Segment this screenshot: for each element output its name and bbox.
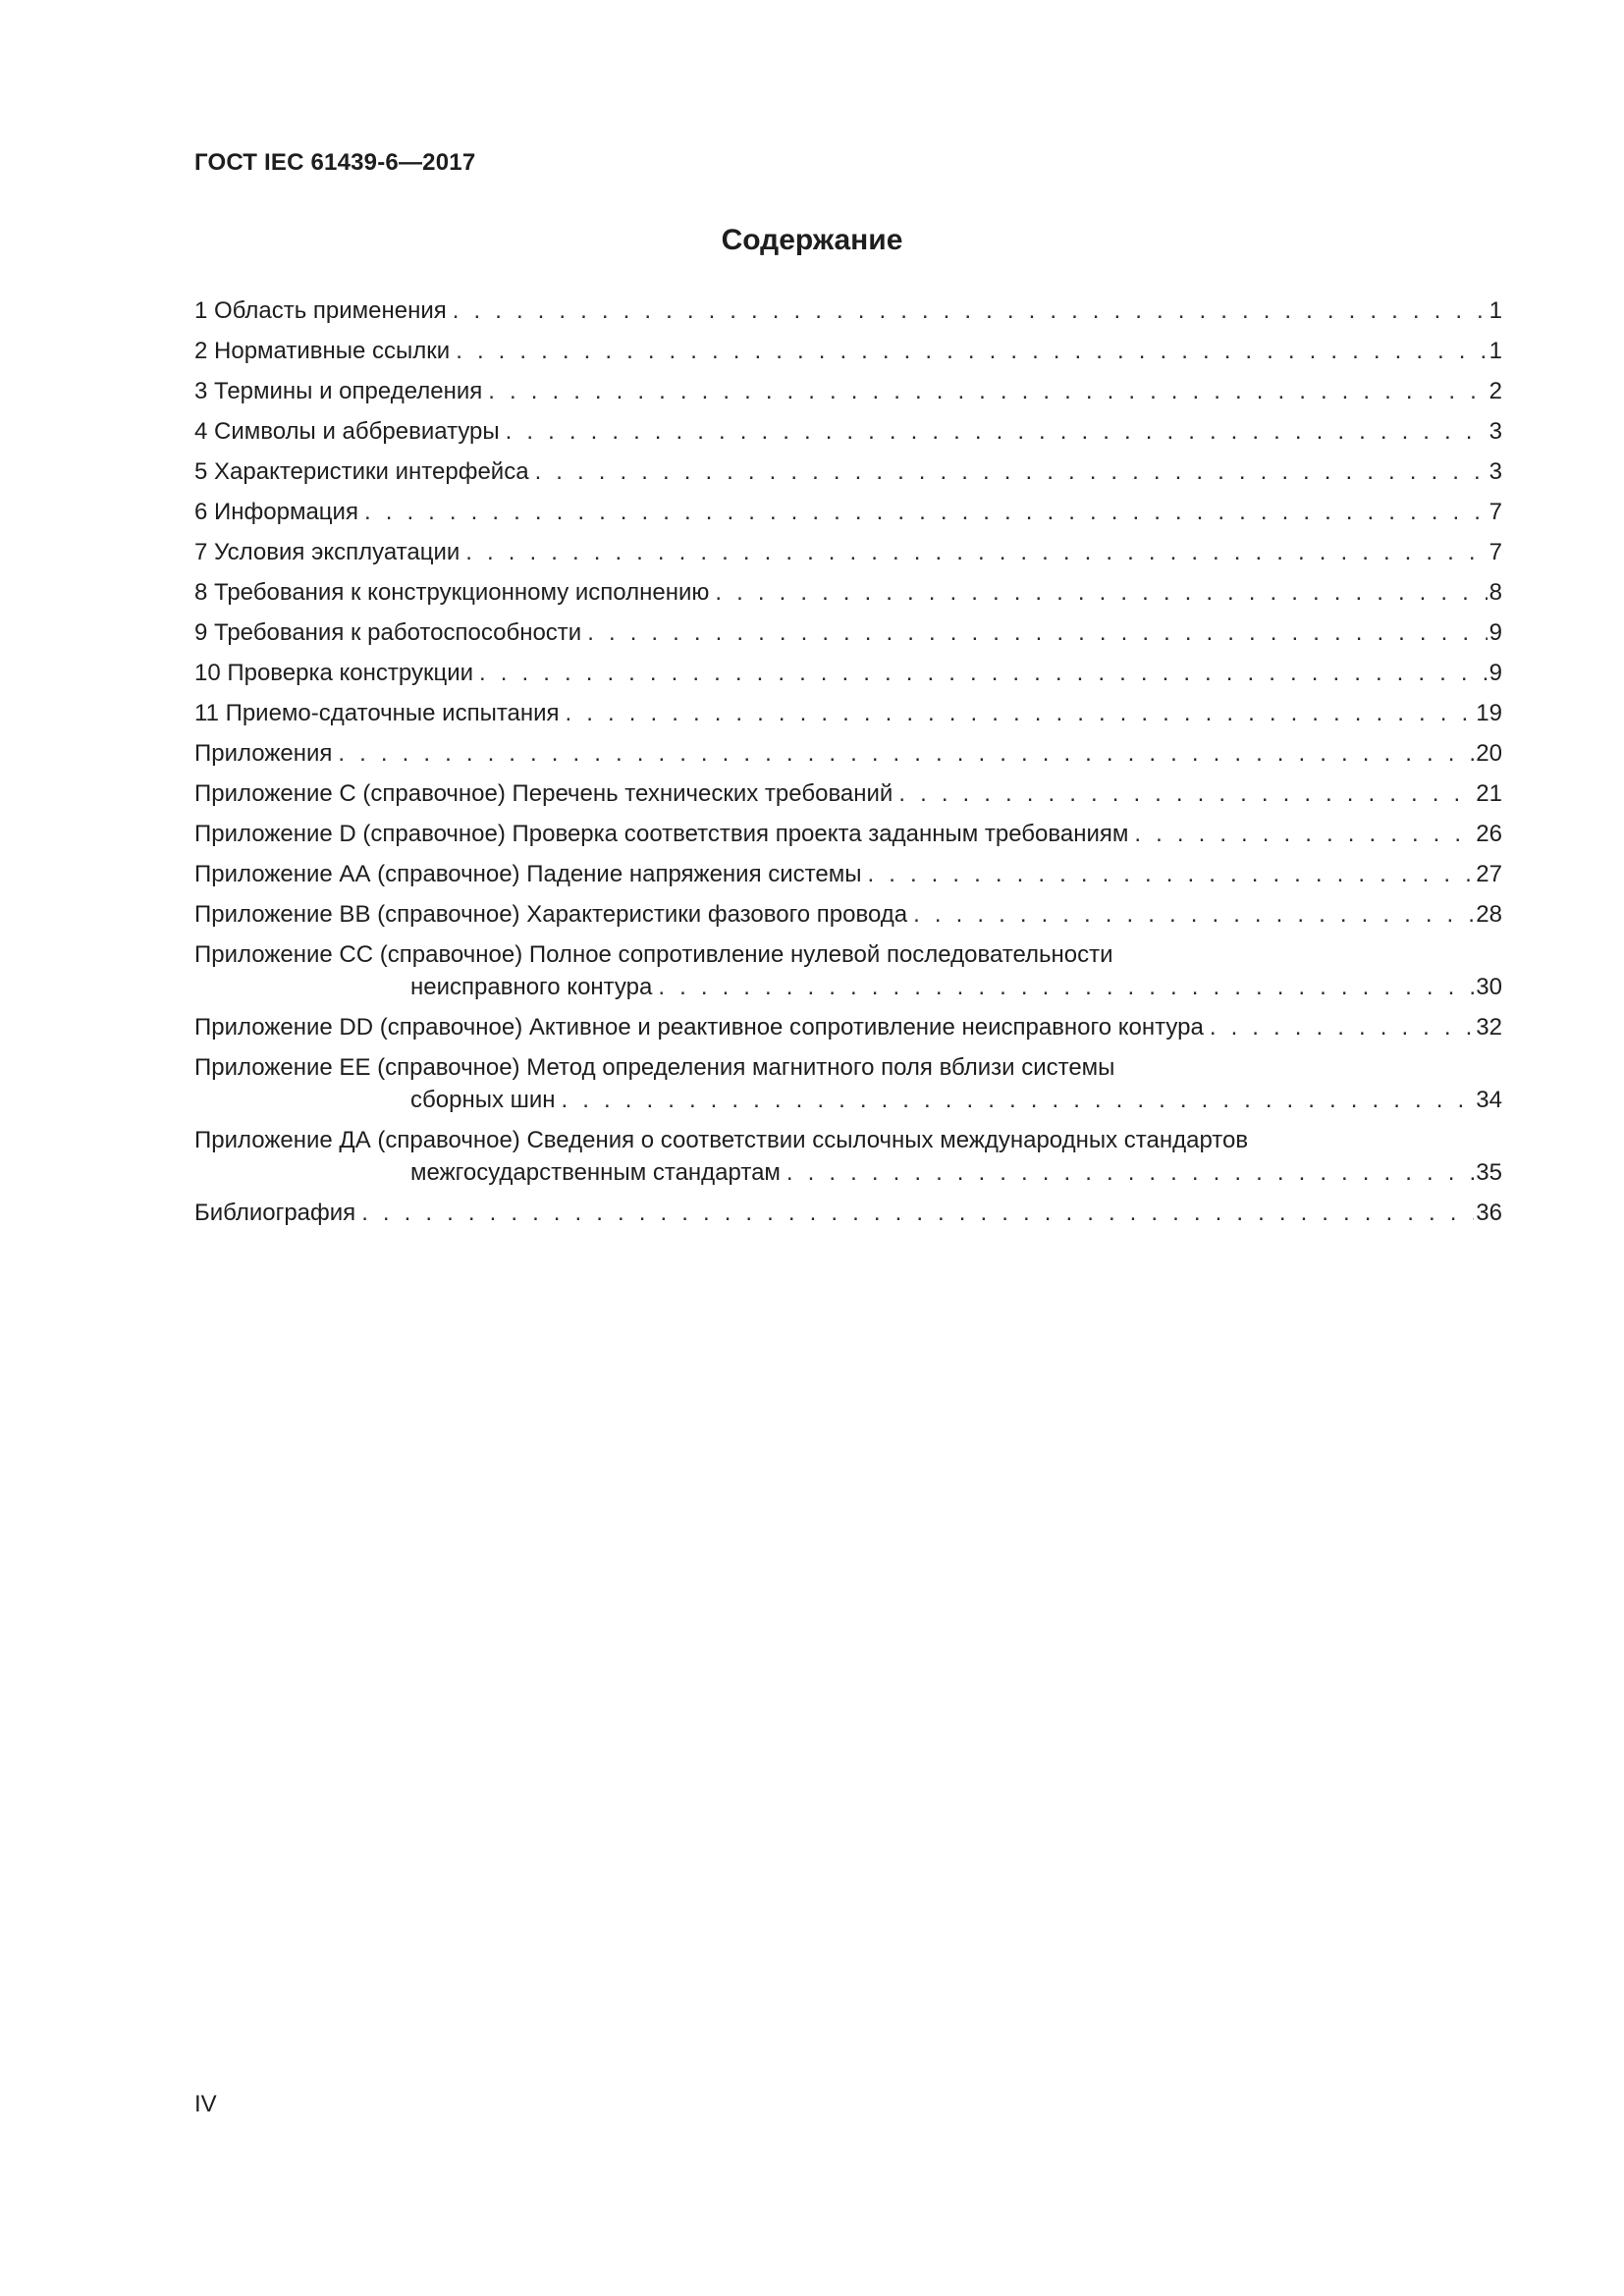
toc-entry-text: Приложение D (справочное) Проверка соответствия проекта заданным требованиям — [194, 821, 1129, 847]
toc-line — [194, 1084, 1502, 1116]
toc-dot-leader — [465, 536, 1487, 568]
toc-page-number: 8 — [1489, 579, 1502, 606]
toc-entry[interactable] — [194, 1011, 1502, 1043]
toc-line — [194, 375, 1502, 407]
toc-entry-text: 4 Символы и аббревиатуры — [194, 418, 500, 445]
toc-page-number: 27 — [1476, 861, 1502, 887]
toc-page-number: 32 — [1476, 1014, 1502, 1041]
toc-entry[interactable] — [194, 777, 1502, 810]
toc-dot-leader — [364, 496, 1488, 528]
toc-entry[interactable] — [194, 697, 1502, 729]
toc-page-number: 21 — [1476, 780, 1502, 807]
toc-entry-text: Библиография — [194, 1200, 356, 1226]
toc-dot-leader — [338, 737, 1474, 770]
toc-entry[interactable] — [194, 898, 1502, 931]
toc-title: Содержание — [721, 224, 903, 256]
toc-page-number: 3 — [1489, 418, 1502, 445]
toc-page-number: 1 — [1489, 297, 1502, 324]
toc-entry[interactable] — [194, 415, 1502, 448]
toc-entry-text: 6 Информация — [194, 499, 358, 525]
toc-entry[interactable] — [194, 536, 1502, 568]
page-number: IV — [194, 2091, 217, 2117]
toc-line — [194, 938, 1502, 971]
toc-entry-text: 11 Приемо-сдаточные испытания — [194, 700, 560, 726]
toc-entry[interactable] — [194, 818, 1502, 850]
toc-line — [194, 1011, 1502, 1043]
toc-dot-leader — [898, 777, 1474, 810]
toc-line — [194, 777, 1502, 810]
toc-page-number: 28 — [1476, 901, 1502, 928]
toc-page-number: 3 — [1489, 458, 1502, 485]
toc-page-number: 7 — [1489, 539, 1502, 565]
toc-line — [194, 657, 1502, 689]
toc-entry-text: Приложение ДА (справочное) Сведения о соответствии ссылочных международных стандартов — [194, 1127, 1249, 1153]
toc-dot-leader — [1210, 1011, 1474, 1043]
toc-page-number: 34 — [1476, 1087, 1502, 1113]
toc-entry[interactable] — [194, 576, 1502, 609]
toc-dot-leader — [587, 616, 1487, 649]
toc-entry[interactable] — [194, 335, 1502, 367]
toc-dot-leader — [361, 1197, 1474, 1229]
toc-entry-text: Приложение DD (справочное) Активное и реактивное сопротивление неисправного контура — [194, 1014, 1204, 1041]
toc-dot-leader — [453, 294, 1488, 327]
toc-entry-text: неисправного контура — [410, 974, 653, 1000]
toc-dot-leader — [1134, 818, 1474, 850]
toc-dot-leader — [867, 858, 1474, 890]
toc-entry-text: межгосударственным стандартам — [410, 1159, 781, 1186]
toc-page-number: 2 — [1489, 378, 1502, 404]
toc-entry[interactable] — [194, 294, 1502, 327]
toc-line — [194, 1156, 1502, 1189]
toc-line — [194, 576, 1502, 609]
toc-entry-text: Приложения — [194, 740, 333, 767]
toc-line — [194, 294, 1502, 327]
toc-page-number: 1 — [1489, 338, 1502, 364]
toc-page-number: 9 — [1489, 619, 1502, 646]
toc-line — [194, 455, 1502, 488]
toc-line — [194, 1051, 1502, 1084]
toc-entry[interactable] — [194, 657, 1502, 689]
toc-dot-leader — [566, 697, 1475, 729]
toc-dot-leader — [506, 415, 1488, 448]
toc-entry-text: 3 Термины и определения — [194, 378, 483, 404]
toc-entry[interactable] — [194, 858, 1502, 890]
toc-dot-leader — [562, 1084, 1475, 1116]
toc-line — [194, 818, 1502, 850]
toc-dot-leader — [913, 898, 1474, 931]
toc-page-number: 19 — [1476, 700, 1502, 726]
toc-entry[interactable] — [194, 375, 1502, 407]
toc-entry-text: Приложение ВВ (справочное) Характеристики фазового провода — [194, 901, 908, 928]
toc-dot-leader — [715, 576, 1487, 609]
toc-entry[interactable] — [194, 1051, 1502, 1116]
toc-line — [194, 697, 1502, 729]
toc-line — [194, 858, 1502, 890]
toc-entry-text: сборных шин — [410, 1087, 556, 1113]
toc-entry-text: 10 Проверка конструкции — [194, 660, 474, 686]
toc-line — [194, 415, 1502, 448]
toc-line — [194, 1124, 1502, 1156]
toc-entry-text: 1 Область применения — [194, 297, 447, 324]
toc-page-number: 7 — [1489, 499, 1502, 525]
toc-entry-text: 5 Характеристики интерфейса — [194, 458, 529, 485]
toc-entry[interactable] — [194, 938, 1502, 1003]
toc-dot-leader — [658, 971, 1474, 1003]
toc-line — [194, 971, 1502, 1003]
toc-entry-text: 9 Требования к работоспособности — [194, 619, 582, 646]
toc-line — [194, 335, 1502, 367]
toc-line — [194, 536, 1502, 568]
toc-entry-text: 2 Нормативные ссылки — [194, 338, 451, 364]
toc-dot-leader — [479, 657, 1488, 689]
toc-page-number: 20 — [1476, 740, 1502, 767]
toc-page-number: 30 — [1476, 974, 1502, 1000]
toc-entry-text: Приложение СС (справочное) Полное сопротивление нулевой последовательности — [194, 941, 1113, 968]
toc-dot-leader — [456, 335, 1487, 367]
table-of-contents — [194, 294, 1502, 1237]
toc-entry-text: Приложение С (справочное) Перечень технических требований — [194, 780, 893, 807]
toc-line — [194, 616, 1502, 649]
toc-entry-text: Приложение АА (справочное) Падение напряжения системы — [194, 861, 862, 887]
toc-entry[interactable] — [194, 455, 1502, 488]
toc-line — [194, 898, 1502, 931]
document-id-header: ГОСТ IEC 61439-6—2017 — [194, 149, 476, 176]
toc-dot-leader — [535, 455, 1488, 488]
toc-entry-text: 8 Требования к конструкционному исполнению — [194, 579, 710, 606]
toc-page-number: 26 — [1476, 821, 1502, 847]
toc-line — [194, 1197, 1502, 1229]
toc-entry[interactable] — [194, 737, 1502, 770]
toc-entry[interactable] — [194, 1124, 1502, 1189]
toc-dot-leader — [488, 375, 1487, 407]
toc-page-number: 9 — [1489, 660, 1502, 686]
toc-entry-text: Приложение ЕЕ (справочное) Метод определения магнитного поля вблизи системы — [194, 1054, 1115, 1081]
toc-entry[interactable] — [194, 496, 1502, 528]
toc-dot-leader — [786, 1156, 1474, 1189]
toc-line — [194, 496, 1502, 528]
toc-page-number: 35 — [1476, 1159, 1502, 1186]
toc-entry[interactable] — [194, 1197, 1502, 1229]
toc-line — [194, 737, 1502, 770]
toc-page-number: 36 — [1476, 1200, 1502, 1226]
toc-entry-text: 7 Условия эксплуатации — [194, 539, 460, 565]
toc-entry[interactable] — [194, 616, 1502, 649]
